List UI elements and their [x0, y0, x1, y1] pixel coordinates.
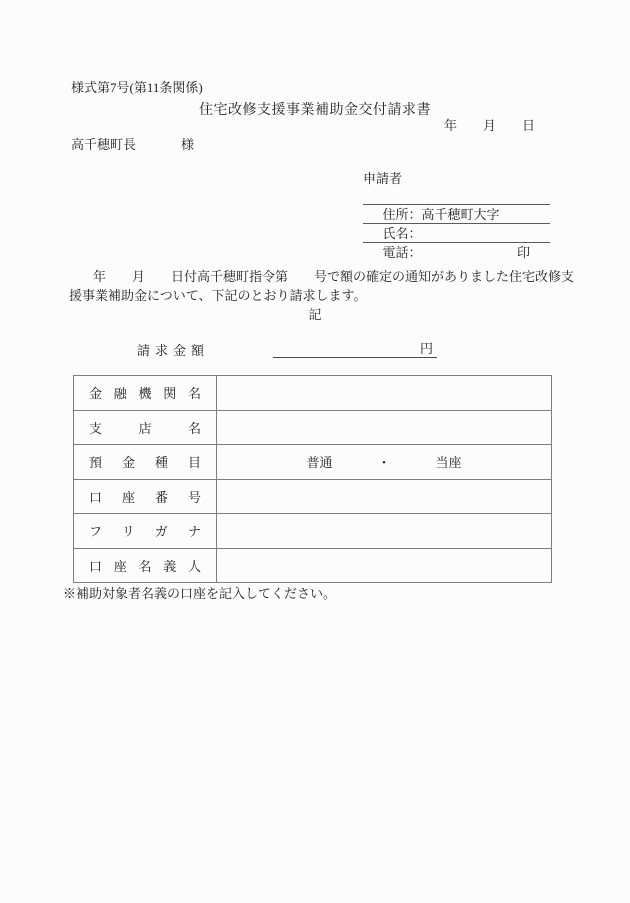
applicant-heading: 申請者	[363, 171, 403, 186]
row-label-financial-institution: 金融機関名	[74, 376, 217, 410]
amount-line	[0, 340, 630, 358]
yen-unit: 円	[419, 341, 433, 356]
address-value: 高千穂町大字	[421, 207, 500, 222]
table-row-account-holder	[74, 548, 551, 583]
date-line: 年 月 日	[444, 118, 536, 133]
table-row-financial-institution	[74, 376, 551, 410]
ki-marker: 記	[308, 307, 322, 322]
form-number: 様式第7号(第11条関係)	[71, 80, 203, 95]
deposit-option-separator: ・	[377, 455, 391, 471]
table-row-branch-name	[74, 410, 551, 445]
addressee-line	[71, 134, 194, 153]
row-value-account-holder[interactable]	[217, 549, 551, 583]
phone-line[interactable]	[363, 224, 550, 260]
row-label-account-number: 口座番号	[74, 480, 217, 514]
row-label-account-holder: 口座名義人	[74, 549, 217, 583]
applicant-block	[363, 171, 550, 260]
table-row-deposit-type	[74, 444, 551, 479]
row-value-furigana[interactable]	[217, 514, 551, 548]
table-row-account-number	[74, 479, 551, 514]
row-value-financial-institution[interactable]	[217, 376, 551, 410]
amount-blank-field[interactable]	[273, 340, 437, 358]
name-label: 氏名：	[382, 226, 422, 241]
body-text-line2: 援事業補助金について、下記のとおり請求します。	[69, 288, 367, 303]
row-label-furigana: フリガナ	[74, 514, 217, 548]
deposit-option-ordinary[interactable]: 普通	[306, 455, 333, 471]
row-value-account-number[interactable]	[217, 480, 551, 514]
honorific: 様	[181, 137, 195, 152]
bank-account-table	[73, 375, 552, 583]
row-value-branch-name[interactable]	[217, 411, 551, 445]
document-title: 住宅改修支援事業補助金交付請求書	[199, 103, 431, 118]
phone-label: 電話：	[382, 245, 422, 260]
footnote: ※補助対象者名義の口座を記入してください。	[63, 586, 337, 601]
amount-label: 請求金額	[137, 343, 210, 358]
seal-mark: 印	[517, 245, 531, 260]
deposit-option-current[interactable]: 当座	[435, 455, 462, 471]
table-row-furigana	[74, 513, 551, 548]
body-text-line1: 年 月 日付高千穂町指令第 号で額の確定の通知がありました住宅改修支	[93, 269, 575, 284]
address-label: 住所：	[382, 207, 422, 222]
address-line[interactable]	[363, 186, 550, 222]
row-label-deposit-type: 預金種目	[74, 445, 217, 479]
row-label-branch-name: 支店名	[74, 411, 217, 445]
row-value-deposit-type[interactable]	[217, 445, 551, 479]
addressee: 高千穂町長	[71, 137, 137, 152]
